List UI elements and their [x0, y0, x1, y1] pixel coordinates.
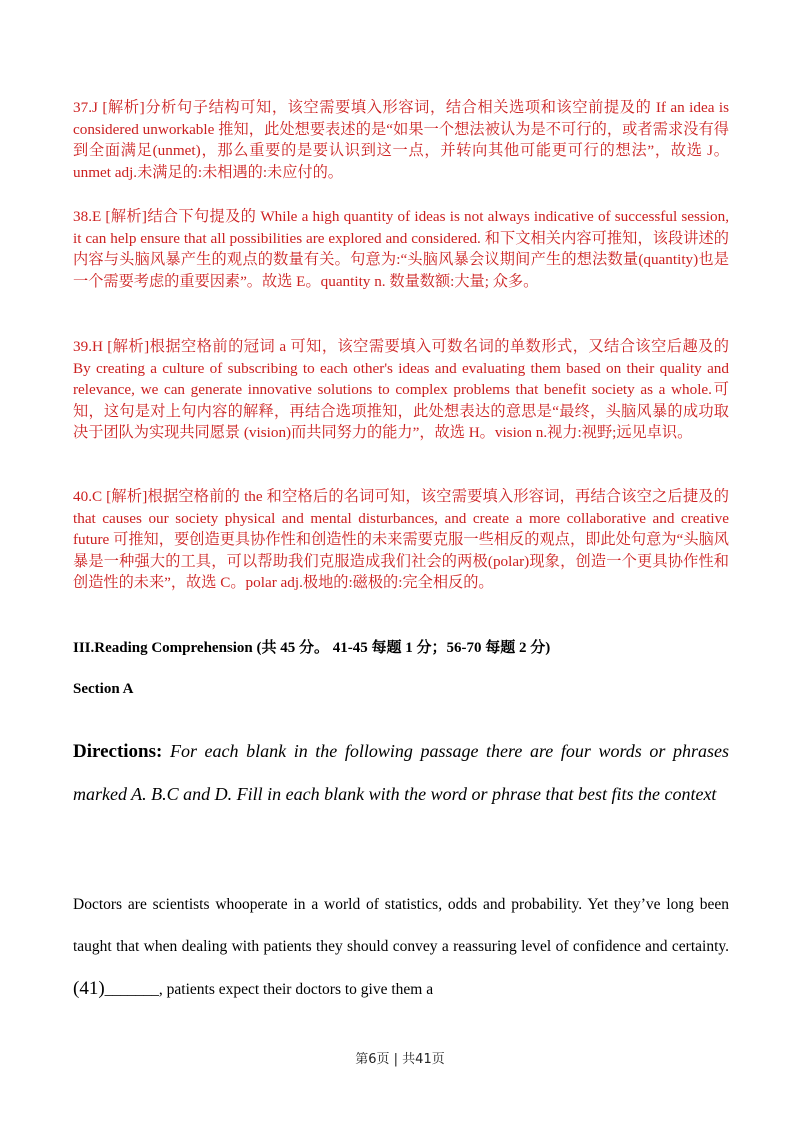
passage-text-before-blank: Doctors are scientists whooperate in a world of statistics, odds and probability. Yet they’ve long been taught that when dealing with patients they should convey a reassuring level of confidence and certainty.: [73, 896, 729, 955]
passage-text-after-blank: , patients expect their doctors to give them a: [158, 981, 434, 998]
explanation-38: 38.E [解析]结合下句提及的 While a high quantity of ideas is not always indicative of successful session, it can help ensure that all possibilities are explored and considered. 和下文相关内容可推知，该段讲述的内容与头脑风暴产生的观点的数量有关。句意为:“头脑风暴会议期间产生的想法数量(quantity)也是一个需要考虑的重要因素”。故选 E。quantity n. 数量数额:大量; 众多。: [73, 208, 729, 290]
reading-comprehension-heading: III.Reading Comprehension (共 45 分。 41-45 每题 1 分；56-70 每题 2 分): [73, 640, 551, 656]
directions-paragraph: [73, 730, 729, 815]
passage-paragraph: [73, 884, 729, 1011]
explanation-39: 39.H [解析]根据空格前的冠词 a 可知，该空需要填入可数名词的单数形式，又结合该空后趣及的 By creating a culture of subscribing to each other's ideas and evaluating them based on their quality and relevance, we can generate innovative solutions to complex problems that benefit society as a whole.可知，这句是对上句内容的解释，再结合选项推知，此处想表达的意思是“最终，头脑风暴的成功取决于团队为实现共同愿景 (vision)而共同努力的能力”，故选 H。vision n.视力:视野;远见卓识。: [73, 338, 729, 442]
explanation-40: 40.C [解析]根据空格前的 the 和空格后的名词可知，该空需要填入形容词，再结合该空之后捷及的 that causes our society physical and mental disturbances, and create a more collaborative and creative future 可推知，要创造更具协作性和创造性的未来需要克服一些相反的观点，即此处句意为“头脑风暴是一种强大的工具，可以帮助我们克服造成我们社会的两极(polar)现象，创造一个更具协作性和创造性的未来”，故选 C。polar adj.极地的:磁极的:完全相反的。: [73, 488, 729, 592]
section-a-label: Section A: [73, 681, 134, 697]
directions-text: For each blank in the following passage there are four words or phrases marked A. B.C and D. Fill in each blank with the word or phrase that best fits the context: [73, 741, 729, 804]
blank-number-41: (41): [73, 978, 105, 999]
explanation-37: 37.J [解析]分析句子结构可知，该空需要填入形容词，结合相关选项和该空前提及的 If an idea is considered unworkable 推知，此处想要表述的是“如果一个想法被认为是不可行的，或者需求没有得到全面满足(unmet)，那么重要的是要认识到这一点，并转向其他可能更可行的想法”，故选 J。unmet adj.未满足的:未相遇的:未应付的。: [73, 99, 729, 181]
directions-label: Directions:: [73, 741, 163, 762]
blank-line-41: _______: [104, 981, 159, 998]
page-footer: 第6页 | 共41页: [355, 1052, 445, 1067]
